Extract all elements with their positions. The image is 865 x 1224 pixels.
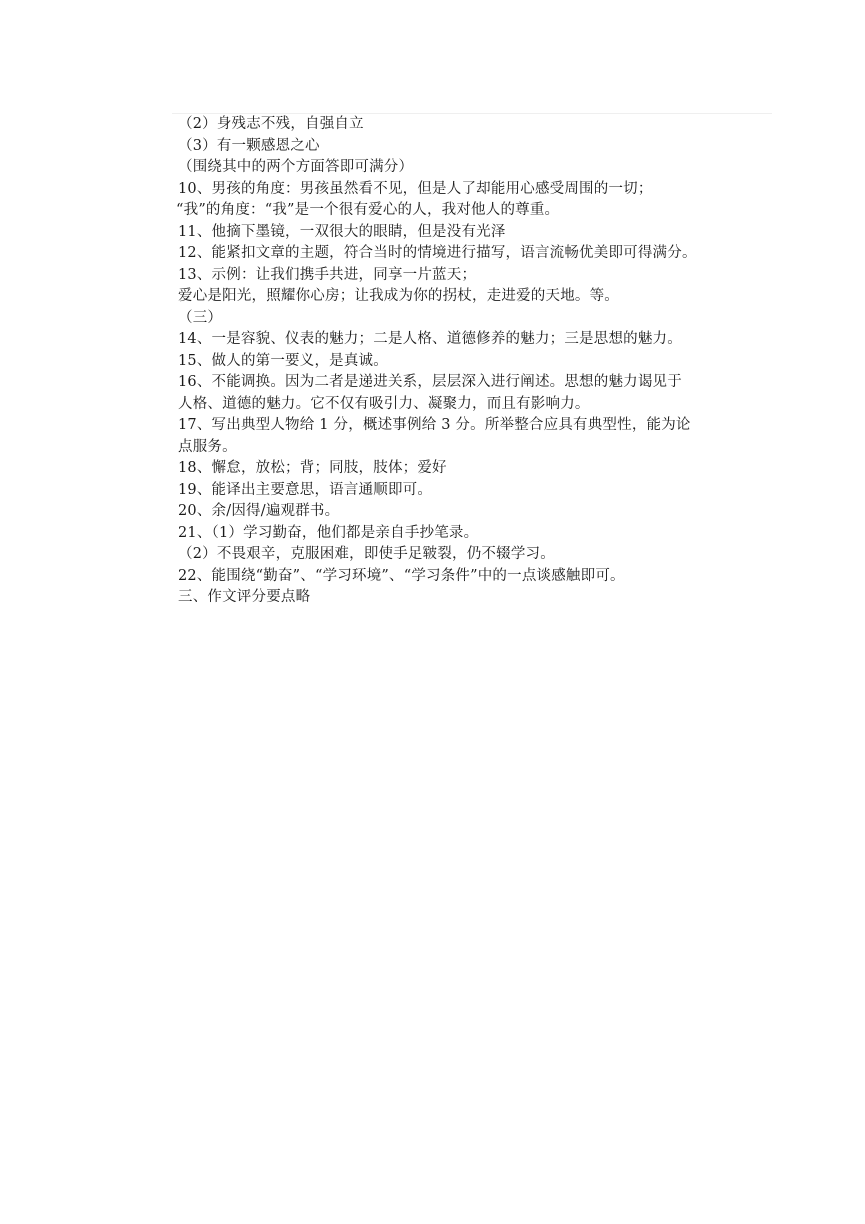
answer-line: “我”的角度：“我”是一个很有爱心的人，我对他人的尊重。: [176, 202, 560, 218]
answer-line: 点服务。: [178, 438, 237, 455]
answer-line: 人格、道德的魅力。它不仅有吸引力、凝聚力，而且有影响力。: [178, 395, 590, 412]
section-heading: （三）: [178, 309, 223, 326]
answer-line: 22、能围绕“勤奋”、“学习环境”、“学习条件”中的一点谈感触即可。: [178, 567, 625, 584]
answer-line: 14、一是容貌、仪表的魅力；二是人格、道德修养的魅力；三是思想的魅力。: [178, 331, 682, 347]
answer-line: （2）身残志不残，自强自立: [178, 116, 364, 132]
answer-line: 15、做人的第一要义，是真诚。: [178, 352, 388, 369]
answer-line: 18、懈怠，放松；背；同肢，肢体；爱好: [178, 460, 447, 476]
answer-line: 爱心是阳光，照耀你心房；让我成为你的拐杖，走进爱的天地。等。: [178, 288, 619, 304]
answer-line: 20、余/因得/遍观群书。: [178, 503, 340, 519]
section-heading: 三、作文评分要点略: [178, 589, 311, 605]
answer-line: 12、能紧扣文章的主题，符合当时的情境进行描写，语言流畅优美即可得满分。: [178, 245, 697, 261]
answer-line: （3）有一颗感恩之心: [178, 137, 320, 154]
answer-line: 17、写出典型人物给 1 分，概述事例给 3 分。所举整合应具有典型性，能为论: [178, 417, 691, 433]
answer-line: 11、他摘下墨镜，一双很大的眼睛，但是没有光泽: [178, 223, 506, 240]
answer-line: （围绕其中的两个方面答即可满分）: [178, 159, 414, 175]
answer-line: 16、不能调换。因为二者是递进关系，层层深入进行阐述。思想的魅力谒见于: [178, 374, 682, 390]
answer-line: 10、男孩的角度：男孩虽然看不见，但是人了却能用心感受周围的一切；: [178, 180, 653, 197]
answer-key-text: [178, 114, 778, 609]
answer-line: 21、（1）学习勤奋，他们都是亲自手抄笔录。: [178, 524, 479, 541]
answer-line: 19、能译出主要意思，语言通顺即可。: [178, 481, 433, 498]
answer-line: （2）不畏艰辛，克服困难，即使手足皲裂，仍不辍学习。: [178, 546, 555, 562]
answer-line: 13、示例：让我们携手共进，同享一片蓝天；: [178, 266, 477, 283]
